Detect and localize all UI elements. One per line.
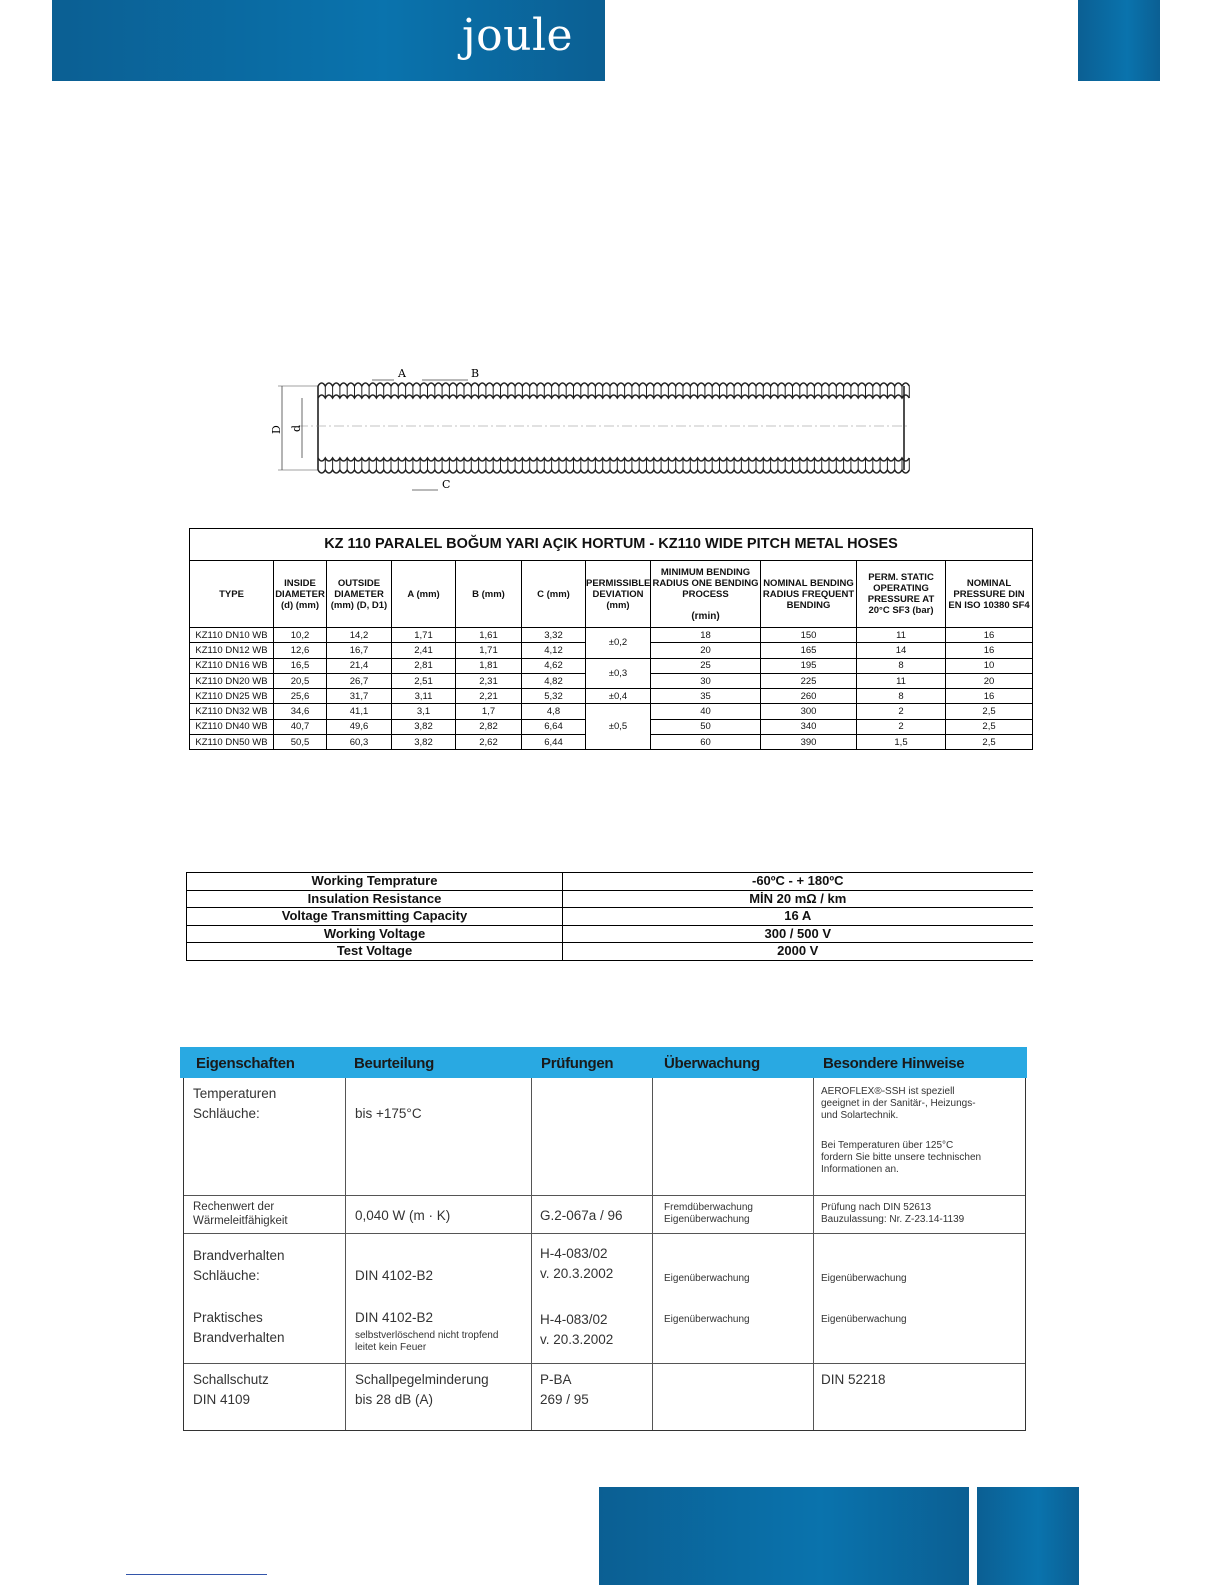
cell-c: 4,62 (522, 658, 586, 673)
cell-deviation: ±0,5 (586, 704, 651, 750)
cell-type: KZ110 DN16 WB (190, 658, 274, 673)
beurteilung-note: selbstverlöschend nicht tropfend leitet kein Feuer (355, 1330, 499, 1353)
cell-a: 2,51 (392, 673, 456, 688)
cell-nominal-bending: 195 (761, 658, 857, 673)
header-b: B (mm) (456, 561, 522, 628)
cell-nominal-bending: 260 (761, 689, 857, 704)
prop-schallschutz: Schallschutz DIN 4109 (193, 1372, 269, 1407)
cell-inside-diameter: 20,5 (274, 673, 327, 688)
hose-diagram (268, 362, 910, 498)
cell-min-bending: 30 (651, 673, 761, 688)
label-d: d (290, 424, 303, 432)
cell-nominal-bending: 165 (761, 643, 857, 658)
cell-outside-diameter: 49,6 (327, 719, 392, 734)
electrical-table (186, 872, 1033, 961)
header-min-bending-text: MINIMUM BENDING RADIUS ONE BENDING PROCESS (652, 566, 759, 600)
cell-b: 1,7 (456, 704, 522, 719)
table-row (190, 628, 1033, 643)
table-row (187, 925, 1033, 943)
cell-c: 6,44 (522, 735, 586, 750)
prop-praktisches-brandverhalten: Praktisches Brandverhalten (193, 1310, 285, 1345)
cell-b: 2,82 (456, 719, 522, 734)
joule-logo: joule (462, 10, 574, 61)
cell-outside-diameter: 60,3 (327, 735, 392, 750)
header-ueberwachung: Überwachung (664, 1055, 760, 1072)
hinweise-brand: Eigenüberwachung (821, 1273, 907, 1284)
cell-nominal-pressure: 16 (946, 643, 1033, 658)
cell-inside-diameter: 10,2 (274, 628, 327, 643)
cell-b: 2,62 (456, 735, 522, 750)
cell-c: 3,32 (522, 628, 586, 643)
ueberwachung-waerme: Fremdüberwachung Eigenüberwachung (664, 1202, 753, 1225)
cell-outside-diameter: 16,7 (327, 643, 392, 658)
ueberwachung-brand: Eigenüberwachung (664, 1273, 750, 1284)
header-beurteilung: Beurteilung (354, 1055, 435, 1072)
cell-a: 1,71 (392, 628, 456, 643)
cell-a: 2,41 (392, 643, 456, 658)
elec-label: Test Voltage (187, 943, 563, 961)
cell-inside-diameter: 16,5 (274, 658, 327, 673)
hinweise-schall: DIN 52218 (821, 1372, 886, 1387)
properties-table-header (180, 1047, 1027, 1078)
table-row (190, 704, 1033, 719)
cell-nominal-pressure: 20 (946, 673, 1033, 688)
cell-type: KZ110 DN10 WB (190, 628, 274, 643)
footer-corner-band (977, 1487, 1079, 1585)
spec-table (189, 528, 1033, 750)
cell-outside-diameter: 41,1 (327, 704, 392, 719)
header-nominal-pressure: NOMINAL PRESSURE DIN EN ISO 10380 SF4 (946, 561, 1033, 628)
cell-static-pressure: 11 (857, 628, 946, 643)
hose-corrugation (318, 383, 909, 473)
cell-nominal-bending: 340 (761, 719, 857, 734)
cell-a: 3,11 (392, 689, 456, 704)
cell-static-pressure: 8 (857, 689, 946, 704)
table-row (187, 890, 1033, 908)
spec-table-header-row (190, 561, 1033, 628)
cell-nominal-bending: 300 (761, 704, 857, 719)
beurteilung-temp: bis +175°C (355, 1106, 422, 1121)
cell-a: 2,81 (392, 658, 456, 673)
label-D: D (270, 425, 283, 434)
cell-c: 4,12 (522, 643, 586, 658)
elec-label: Insulation Resistance (187, 890, 563, 908)
cell-type: KZ110 DN25 WB (190, 689, 274, 704)
cell-inside-diameter: 34,6 (274, 704, 327, 719)
cell-nominal-pressure: 2,5 (946, 735, 1033, 750)
header-pruefungen: Prüfungen (541, 1055, 614, 1072)
cell-inside-diameter: 50,5 (274, 735, 327, 750)
cell-type: KZ110 DN20 WB (190, 673, 274, 688)
cell-min-bending: 35 (651, 689, 761, 704)
pruefung-waerme: G.2-067a / 96 (540, 1208, 623, 1223)
cell-c: 6,64 (522, 719, 586, 734)
properties-table (180, 1047, 1027, 1430)
table-row (190, 658, 1033, 673)
elec-label: Working Voltage (187, 925, 563, 943)
cell-inside-diameter: 25,6 (274, 689, 327, 704)
cell-type: KZ110 DN50 WB (190, 735, 274, 750)
prop-waermeleitfaehigkeit: Rechenwert der Wärmeleitfähigkeit (193, 1201, 288, 1227)
cell-static-pressure: 1,5 (857, 735, 946, 750)
cell-a: 3,82 (392, 719, 456, 734)
pruefung-praktisch: H-4-083/02 v. 20.3.2002 (540, 1312, 614, 1347)
elec-value: 2000 V (563, 943, 1033, 961)
cell-static-pressure: 2 (857, 719, 946, 734)
cell-nominal-pressure: 2,5 (946, 719, 1033, 734)
table-row (190, 689, 1033, 704)
cell-outside-diameter: 14,2 (327, 628, 392, 643)
cell-c: 5,32 (522, 689, 586, 704)
hinweise-temperature-note: Bei Temperaturen über 125°C fordern Sie bitte unsere technischen Informationen an. (821, 1140, 982, 1175)
elec-label: Voltage Transmitting Capacity (187, 908, 563, 926)
cell-outside-diameter: 21,4 (327, 658, 392, 673)
header-eigenschaften: Eigenschaften (196, 1055, 295, 1072)
header-type: TYPE (190, 561, 274, 628)
header-min-bending (651, 561, 761, 628)
label-B: B (471, 367, 480, 380)
cell-nominal-bending: 225 (761, 673, 857, 688)
header-deviation: PERMISSIBLE DEVIATION (mm) (586, 561, 651, 628)
table-row (187, 943, 1033, 961)
cell-b: 1,71 (456, 643, 522, 658)
elec-value: 16 A (563, 908, 1033, 926)
cell-min-bending: 60 (651, 735, 761, 750)
cell-min-bending: 18 (651, 628, 761, 643)
cell-b: 1,61 (456, 628, 522, 643)
cell-b: 1,81 (456, 658, 522, 673)
cell-b: 2,21 (456, 689, 522, 704)
header-corner-band (1078, 0, 1160, 81)
beurteilung-schall: Schallpegelminderung bis 28 dB (A) (355, 1372, 489, 1407)
elec-label: Working Temprature (187, 873, 563, 891)
beurteilung-brand: DIN 4102-B2 (355, 1268, 434, 1283)
label-C: C (442, 478, 451, 491)
pruefung-schall: P-BA 269 / 95 (540, 1372, 589, 1407)
cell-static-pressure: 11 (857, 673, 946, 688)
pruefung-brand: H-4-083/02 v. 20.3.2002 (540, 1246, 614, 1281)
footer-band (599, 1487, 969, 1585)
cell-nominal-pressure: 10 (946, 658, 1033, 673)
header-nominal-bending: NOMINAL BENDING RADIUS FREQUENT BENDING (761, 561, 857, 628)
header-hinweise: Besondere Hinweise (823, 1055, 965, 1072)
cell-deviation: ±0,4 (586, 689, 651, 704)
cell-a: 3,1 (392, 704, 456, 719)
elec-value: -60ºC - + 180ºC (563, 873, 1033, 891)
hinweise-aeroflex: AEROFLEX®-SSH ist speziell geeignet in der Sanitär-, Heizungs- und Solartechnik. (821, 1086, 976, 1121)
cell-nominal-pressure: 16 (946, 628, 1033, 643)
cell-nominal-bending: 150 (761, 628, 857, 643)
header-inside-diameter: INSIDE DIAMETER (d) (mm) (274, 561, 327, 628)
cell-a: 3,82 (392, 735, 456, 750)
table-row (187, 873, 1033, 891)
cell-type: KZ110 DN32 WB (190, 704, 274, 719)
table-row (187, 908, 1033, 926)
cell-deviation: ±0,2 (586, 628, 651, 659)
elec-value: MİN 20 mΩ / km (563, 890, 1033, 908)
prop-brandverhalten: Brandverhalten Schläuche: (193, 1248, 285, 1283)
header-static-pressure: PERM. STATIC OPERATING PRESSURE AT 20°C SF3 (bar) (857, 561, 946, 628)
header-a: A (mm) (392, 561, 456, 628)
footer-link-underline[interactable] (126, 1574, 267, 1575)
header-outside-diameter: OUTSIDE DIAMETER (mm) (D, D1) (327, 561, 392, 628)
elec-value: 300 / 500 V (563, 925, 1033, 943)
header-c: C (mm) (522, 561, 586, 628)
prop-temperaturen: Temperaturen Schläuche: (193, 1086, 277, 1121)
cell-inside-diameter: 12,6 (274, 643, 327, 658)
cell-outside-diameter: 31,7 (327, 689, 392, 704)
hinweise-waerme: Prüfung nach DIN 52613 Bauzulassung: Nr. Z-23.14-1139 (821, 1202, 965, 1225)
cell-static-pressure: 14 (857, 643, 946, 658)
cell-static-pressure: 2 (857, 704, 946, 719)
label-A: A (398, 367, 406, 380)
properties-table-body (183, 1078, 1026, 1431)
cell-deviation: ±0,3 (586, 658, 651, 689)
cell-type: KZ110 DN40 WB (190, 719, 274, 734)
cell-nominal-pressure: 2,5 (946, 704, 1033, 719)
cell-static-pressure: 8 (857, 658, 946, 673)
cell-min-bending: 20 (651, 643, 761, 658)
beurteilung-waerme: 0,040 W (m · K) (355, 1208, 451, 1223)
hinweise-praktisch: Eigenüberwachung (821, 1314, 907, 1325)
cell-min-bending: 25 (651, 658, 761, 673)
cell-c: 4,8 (522, 704, 586, 719)
cell-min-bending: 40 (651, 704, 761, 719)
cell-outside-diameter: 26,7 (327, 673, 392, 688)
cell-min-bending: 50 (651, 719, 761, 734)
cell-type: KZ110 DN12 WB (190, 643, 274, 658)
cell-c: 4,82 (522, 673, 586, 688)
cell-b: 2,31 (456, 673, 522, 688)
cell-inside-diameter: 40,7 (274, 719, 327, 734)
ueberwachung-praktisch: Eigenüberwachung (664, 1314, 750, 1325)
cell-nominal-pressure: 16 (946, 689, 1033, 704)
header-rmin: (rmin) (691, 610, 720, 622)
spec-table-body (190, 628, 1033, 750)
cell-nominal-bending: 390 (761, 735, 857, 750)
spec-table-title: KZ 110 PARALEL BOĞUM YARI AÇIK HORTUM - KZ110 WIDE PITCH METAL HOSES (190, 529, 1033, 561)
beurteilung-praktisch: DIN 4102-B2 (355, 1310, 434, 1325)
